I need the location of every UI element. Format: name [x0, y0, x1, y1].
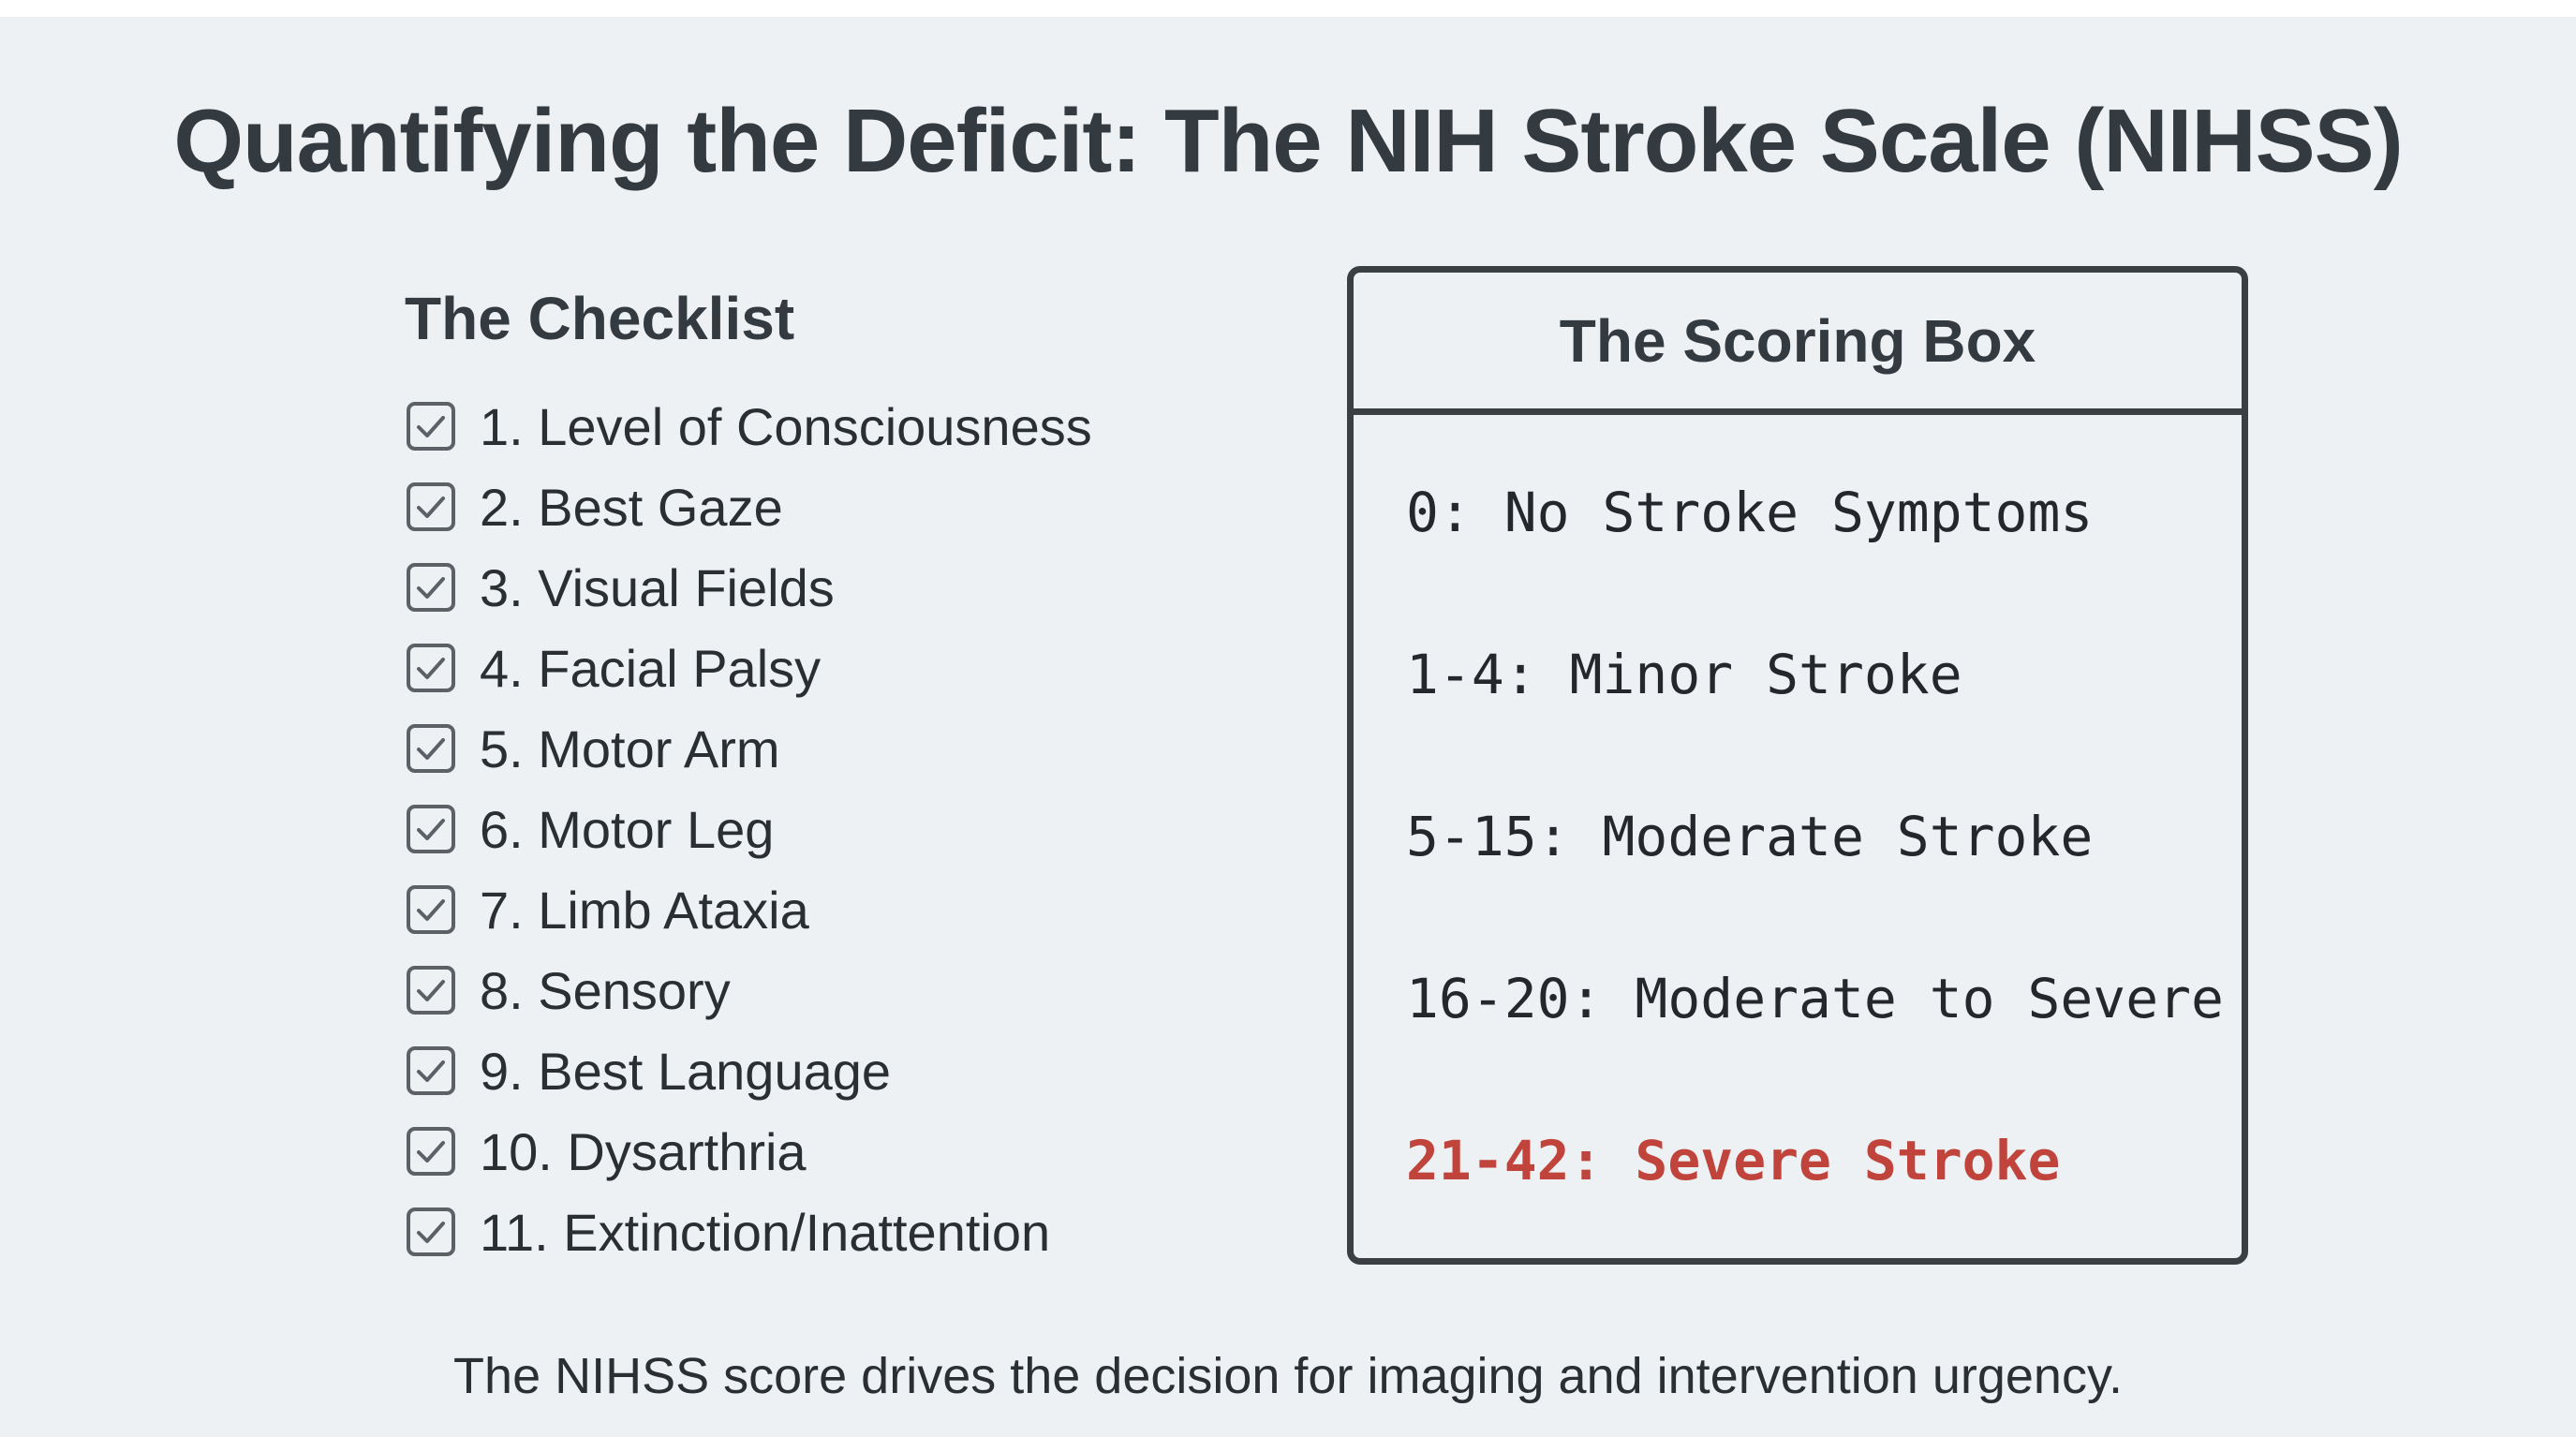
checklist-panel: [405, 285, 1248, 1272]
checklist-item-label: 5. Motor Arm: [480, 718, 780, 778]
checked-box-icon: [405, 400, 457, 452]
checklist-item: [405, 950, 1248, 1030]
checklist-item-label: 10. Dysarthria: [480, 1121, 807, 1181]
checklist-item-label: 9. Best Language: [480, 1041, 892, 1101]
checklist-item: [405, 1192, 1248, 1272]
checklist-item: [405, 789, 1248, 869]
scoring-box: [1347, 266, 2248, 1265]
checked-box-icon: [405, 1206, 457, 1258]
checklist-item-label: 2. Best Gaze: [480, 477, 783, 537]
checklist-item: [405, 467, 1248, 547]
score-range: 1-4: Minor Stroke: [1406, 643, 1962, 706]
checked-box-icon: [405, 803, 457, 855]
checklist-item-label: 11. Extinction/Inattention: [480, 1202, 1051, 1262]
slide: [0, 17, 2576, 1437]
page-title: Quantifying the Deficit: The NIH Stroke Scale (NIHSS): [173, 91, 2403, 191]
checklist-item: [405, 708, 1248, 789]
checklist-item-label: 6. Motor Leg: [480, 799, 775, 859]
scoring-box-heading: The Scoring Box: [1354, 273, 2242, 415]
checklist-item-label: 7. Limb Ataxia: [480, 880, 809, 940]
footer-caption: The NIHSS score drives the decision for imaging and intervention urgency.: [453, 1348, 2123, 1404]
score-range: 5-15: Moderate Stroke: [1406, 805, 2094, 868]
checked-box-icon: [405, 1044, 457, 1097]
score-range-severe: 21-42: Severe Stroke: [1406, 1129, 2061, 1193]
checklist-item-label: 8. Sensory: [480, 960, 731, 1020]
checklist-item: [405, 628, 1248, 708]
checklist-item-label: 4. Facial Palsy: [480, 638, 822, 698]
checked-box-icon: [405, 481, 457, 533]
checklist-item-label: 1. Level of Consciousness: [480, 396, 1092, 456]
checklist-item: [405, 547, 1248, 628]
checked-box-icon: [405, 642, 457, 694]
checklist-item: [405, 869, 1248, 950]
checklist-item-label: 3. Visual Fields: [480, 557, 835, 617]
checklist-items: [405, 386, 1248, 1272]
checked-box-icon: [405, 722, 457, 775]
checked-box-icon: [405, 561, 457, 614]
checked-box-icon: [405, 964, 457, 1016]
checked-box-icon: [405, 1125, 457, 1178]
checklist-item: [405, 1030, 1248, 1111]
score-range: 16-20: Moderate to Severe: [1406, 967, 2224, 1030]
checked-box-icon: [405, 883, 457, 936]
checklist-heading: The Checklist: [405, 285, 795, 352]
score-range: 0: No Stroke Symptoms: [1406, 481, 2094, 544]
checklist-item: [405, 1111, 1248, 1192]
checklist-item: [405, 386, 1248, 467]
